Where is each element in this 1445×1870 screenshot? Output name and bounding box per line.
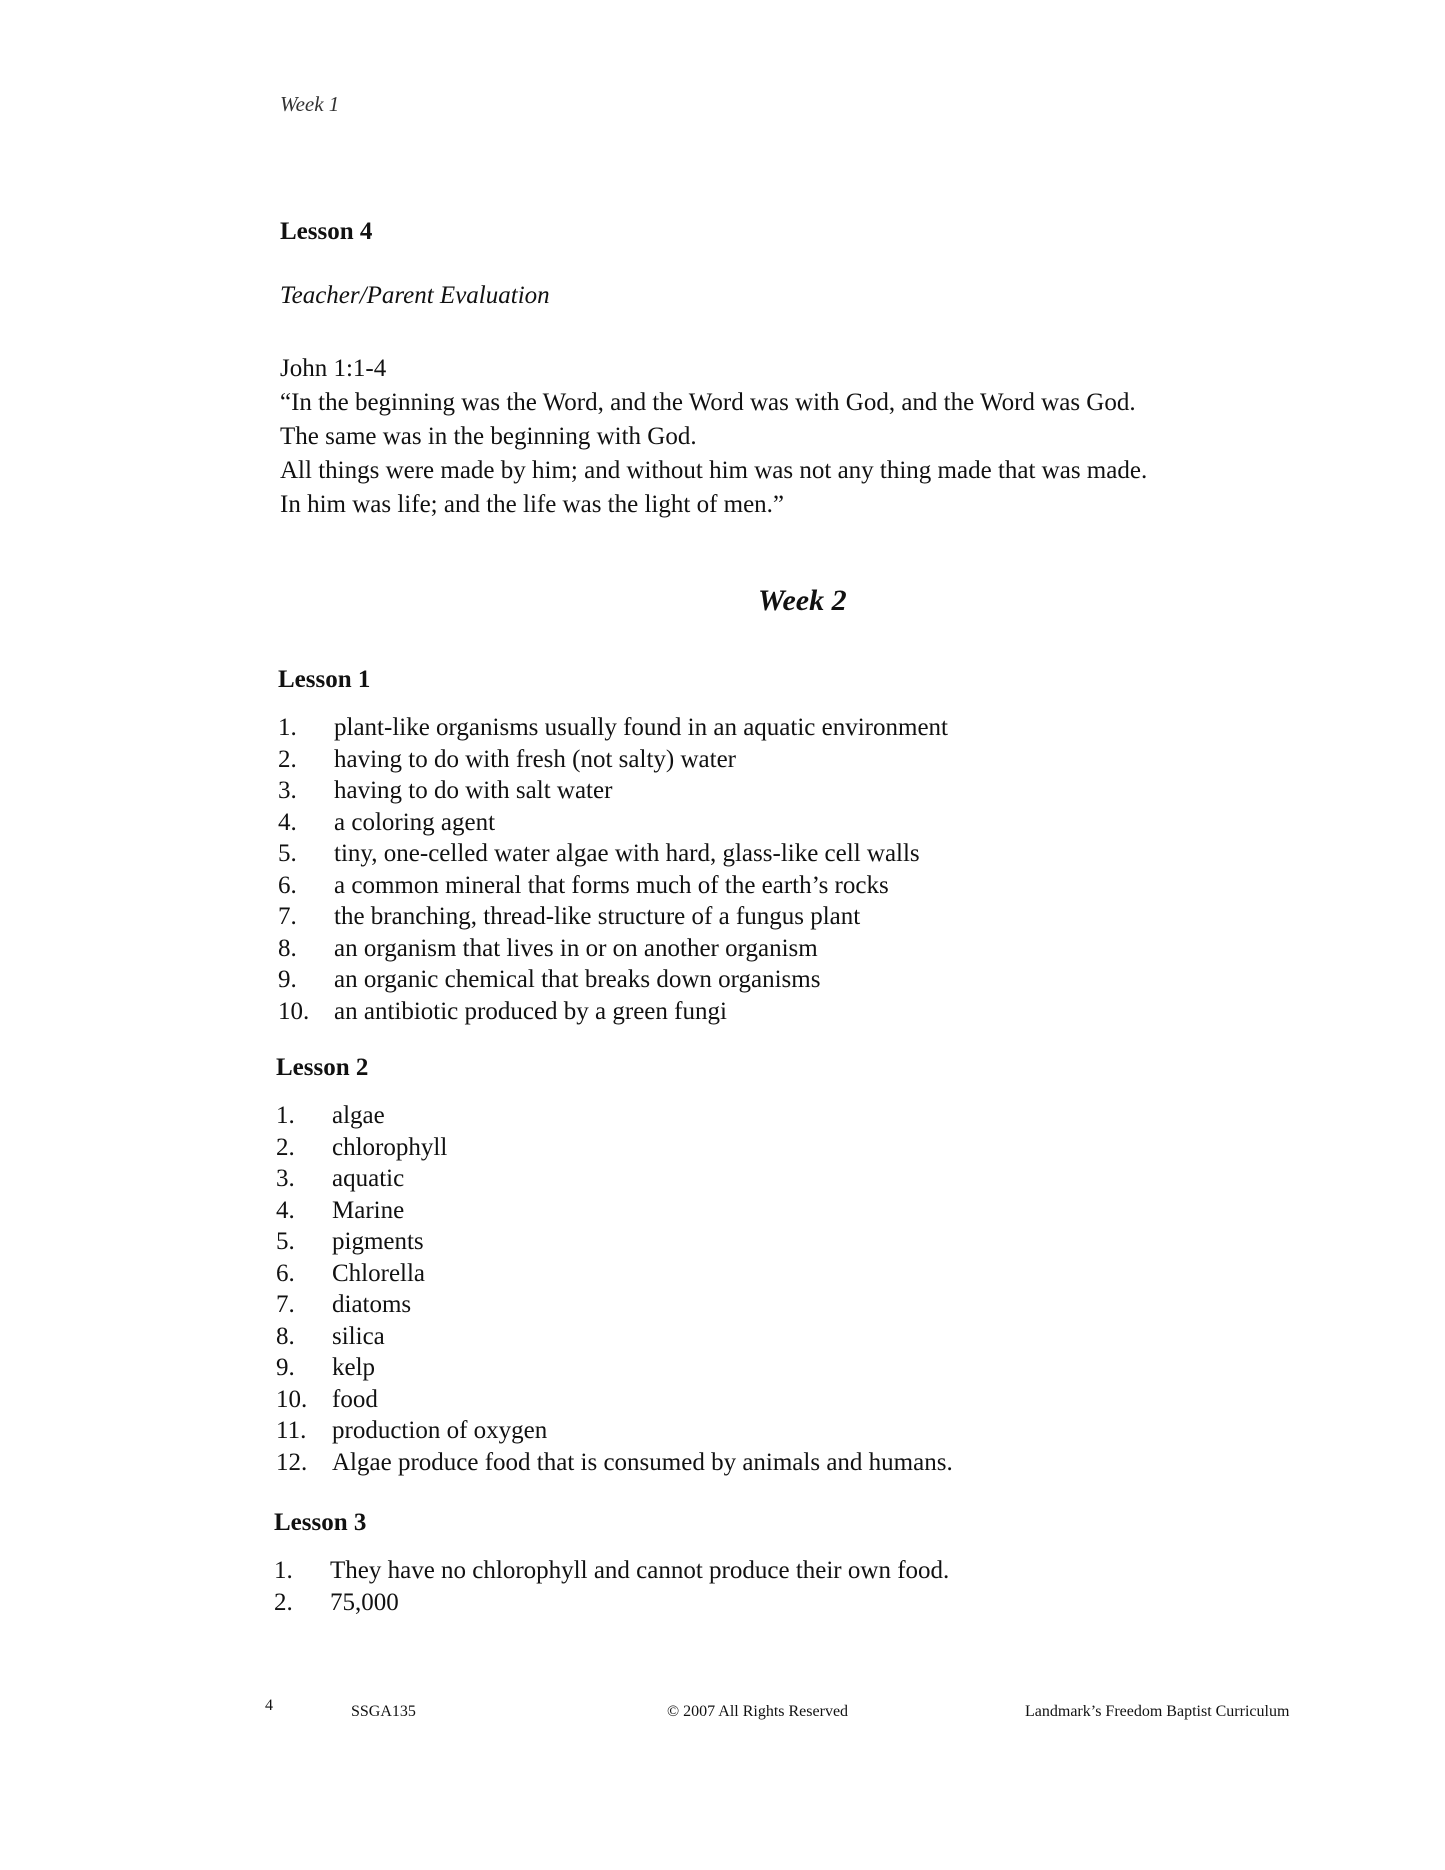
scripture-reference: John 1:1-4 xyxy=(280,355,387,382)
item-text: pigments xyxy=(332,1228,424,1255)
item-text: the branching, thread-like structure of a fungus plant xyxy=(334,903,861,930)
list-item xyxy=(278,807,948,839)
item-number: 11. xyxy=(276,1417,307,1444)
list-item xyxy=(278,996,948,1028)
item-number: 2. xyxy=(278,745,297,773)
item-number: 12. xyxy=(276,1448,308,1476)
item-number: 9. xyxy=(276,1354,295,1381)
list-item xyxy=(276,1258,953,1290)
list-item xyxy=(276,1447,953,1479)
list-item xyxy=(276,1289,953,1321)
item-text: Marine xyxy=(332,1196,405,1224)
page-number: 4 xyxy=(265,1697,273,1714)
item-text: They have no chlorophyll and cannot produce their own food. xyxy=(330,1557,950,1584)
lesson-4-heading: Lesson 4 xyxy=(280,218,373,245)
item-number: 1. xyxy=(276,1102,295,1129)
item-text: a common mineral that forms much of the earth’s rocks xyxy=(334,871,889,899)
scripture-block xyxy=(280,352,1147,522)
item-number: 1. xyxy=(274,1557,293,1584)
item-text: an organism that lives in or on another organism xyxy=(334,934,818,962)
scripture-line: In him was life; and the life was the light of men.” xyxy=(280,491,785,518)
evaluation-subtitle: Teacher/Parent Evaluation xyxy=(280,282,550,309)
list-item xyxy=(276,1352,953,1384)
item-number: 3. xyxy=(276,1165,295,1192)
list-item xyxy=(276,1415,953,1447)
item-number: 3. xyxy=(278,777,297,804)
item-number: 9. xyxy=(278,966,297,993)
item-number: 6. xyxy=(278,871,297,899)
running-head: Week 1 xyxy=(280,92,340,116)
item-number: 5. xyxy=(278,840,297,867)
list-item xyxy=(278,870,948,902)
list-item xyxy=(274,1587,949,1619)
scripture-line: The same was in the beginning with God. xyxy=(280,423,697,450)
scripture-line: “In the beginning was the Word, and the Word was with God, and the Word was God. xyxy=(280,389,1136,416)
item-number: 4. xyxy=(276,1196,295,1224)
list-item xyxy=(276,1195,953,1227)
footer-copyright: © 2007 All Rights Reserved xyxy=(667,1703,849,1720)
list-item xyxy=(276,1321,953,1353)
list-item xyxy=(276,1163,953,1195)
item-text: production of oxygen xyxy=(332,1417,548,1444)
item-text: having to do with salt water xyxy=(334,777,613,804)
list-item xyxy=(278,901,948,933)
list-item xyxy=(274,1555,949,1587)
item-number: 2. xyxy=(274,1588,293,1616)
item-text: Chlorella xyxy=(332,1259,426,1287)
item-number: 10. xyxy=(276,1385,308,1413)
item-text: plant-like organisms usually found in an aquatic environment xyxy=(334,714,948,741)
item-number: 2. xyxy=(276,1133,295,1161)
item-text: food xyxy=(332,1385,378,1413)
list-item xyxy=(278,744,948,776)
list-item xyxy=(276,1132,953,1164)
lesson-3-answer-list xyxy=(274,1555,949,1618)
item-text: having to do with fresh (not salty) water xyxy=(334,745,736,773)
item-number: 8. xyxy=(276,1322,295,1350)
item-number: 10. xyxy=(278,997,310,1025)
item-text: aquatic xyxy=(332,1165,405,1192)
list-item xyxy=(278,775,948,807)
list-item xyxy=(278,712,948,744)
item-text: Algae produce food that is consumed by animals and humans. xyxy=(332,1448,953,1476)
list-item xyxy=(278,964,948,996)
item-text: 75,000 xyxy=(330,1588,399,1616)
item-number: 8. xyxy=(278,934,297,962)
lesson-1-answer-list xyxy=(278,712,948,1027)
scripture-line: All things were made by him; and without him was not any thing made that was made. xyxy=(280,457,1148,484)
list-item xyxy=(278,838,948,870)
item-number: 6. xyxy=(276,1259,295,1287)
item-number: 1. xyxy=(278,714,297,741)
lesson-3-heading: Lesson 3 xyxy=(274,1509,367,1536)
item-text: an antibiotic produced by a green fungi xyxy=(334,997,727,1025)
item-text: kelp xyxy=(332,1354,376,1381)
list-item xyxy=(276,1100,953,1132)
footer-publisher: Landmark’s Freedom Baptist Curriculum xyxy=(1025,1703,1290,1720)
list-item xyxy=(276,1384,953,1416)
item-number: 7. xyxy=(276,1291,295,1318)
item-text: chlorophyll xyxy=(332,1133,448,1161)
item-text: silica xyxy=(332,1322,385,1350)
item-text: an organic chemical that breaks down organisms xyxy=(334,966,821,993)
item-text: diatoms xyxy=(332,1291,412,1318)
item-text: tiny, one-celled water algae with hard, glass-like cell walls xyxy=(334,840,920,867)
lesson-2-heading: Lesson 2 xyxy=(276,1054,369,1081)
list-item xyxy=(278,933,948,965)
week-2-heading: Week 2 xyxy=(758,584,847,617)
item-text: a coloring agent xyxy=(334,808,496,836)
item-text: algae xyxy=(332,1102,385,1129)
item-number: 4. xyxy=(278,808,297,836)
lesson-1-heading: Lesson 1 xyxy=(278,666,371,693)
item-number: 5. xyxy=(276,1228,295,1255)
lesson-2-answer-list xyxy=(276,1100,953,1478)
footer-code: SSGA135 xyxy=(351,1703,416,1720)
list-item xyxy=(276,1226,953,1258)
item-number: 7. xyxy=(278,903,297,930)
